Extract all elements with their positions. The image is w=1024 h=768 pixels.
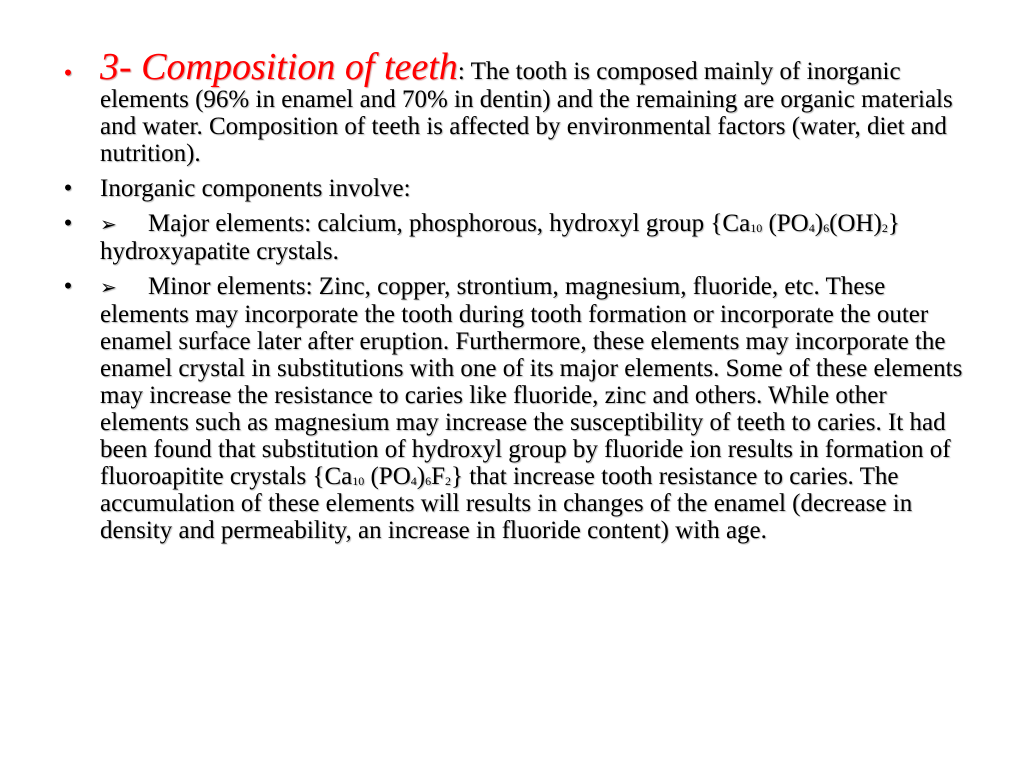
bullet-text: Minor elements: Zinc, copper, strontium, magnesium, fluoride, etc. These elements may incorporate the tooth during tooth formation or incorporate the outer enamel surface later after eruption. Furthermore, these elements may incorporate the enamel crystal in substitutions with one of its major elements. Some of these elements may increase the resistance to caries like fluoride, zinc and others. While other elements such as magnesium may increase the susceptibility of teeth to caries. It had been found that substitution of hydroxyl group by fluoride ion results in formation of fluoroapitite crystals {Ca (100, 273, 963, 490)
bullet-composition-of-teeth (58, 48, 974, 167)
bullet-text: Major elements: calcium, phosphorous, hydroxyl group {Ca (148, 210, 751, 237)
bullet-text: Inorganic components involve: (100, 175, 411, 202)
formula-part: F (431, 463, 445, 490)
formula-part: (PO (364, 463, 411, 490)
section-heading: 3- Composition of teeth (100, 46, 458, 88)
bullet-dot-icon: • (63, 60, 73, 87)
heading-colon: : (457, 58, 465, 85)
subscript: 10 (352, 474, 365, 488)
subscript: 6 (823, 221, 830, 235)
bullet-text: } hydroxyapatite crystals. (100, 210, 900, 265)
formula-part: (PO (762, 210, 809, 237)
bullet-dot-icon: • (63, 175, 73, 202)
subscript: 2 (445, 474, 451, 488)
subscript: 4 (808, 221, 815, 235)
bullet-text: The tooth is composed mainly of inorganic elements (96% in enamel and 70% in dentin) and the remaining are organic materials and water. Composition of teeth is affected by environmental factors (water, diet and nutrition). (100, 58, 953, 167)
bullet-dot-icon: • (63, 210, 73, 237)
bullet-dot-icon: • (63, 273, 73, 300)
subscript: 6 (425, 474, 432, 488)
arrow-bullet-icon: ➢ (100, 212, 117, 236)
bullet-major-elements (58, 210, 974, 265)
bullet-inorganic-components (58, 175, 974, 202)
bullet-list (58, 48, 974, 544)
bullet-minor-elements (58, 273, 974, 544)
subscript: 10 (750, 221, 763, 235)
arrow-bullet-icon: ➢ (100, 275, 117, 299)
formula-part: ) (416, 463, 426, 490)
subscript: 4 (410, 474, 417, 488)
bullet-text: } that increase tooth resistance to caries. The accumulation of these elements will results in changes of the enamel (decrease in density and permeability, an increase in fluoride content) with age. (100, 463, 913, 544)
subscript: 2 (881, 221, 888, 235)
formula-part: (OH) (829, 210, 882, 237)
formula-part: ) (814, 210, 824, 237)
